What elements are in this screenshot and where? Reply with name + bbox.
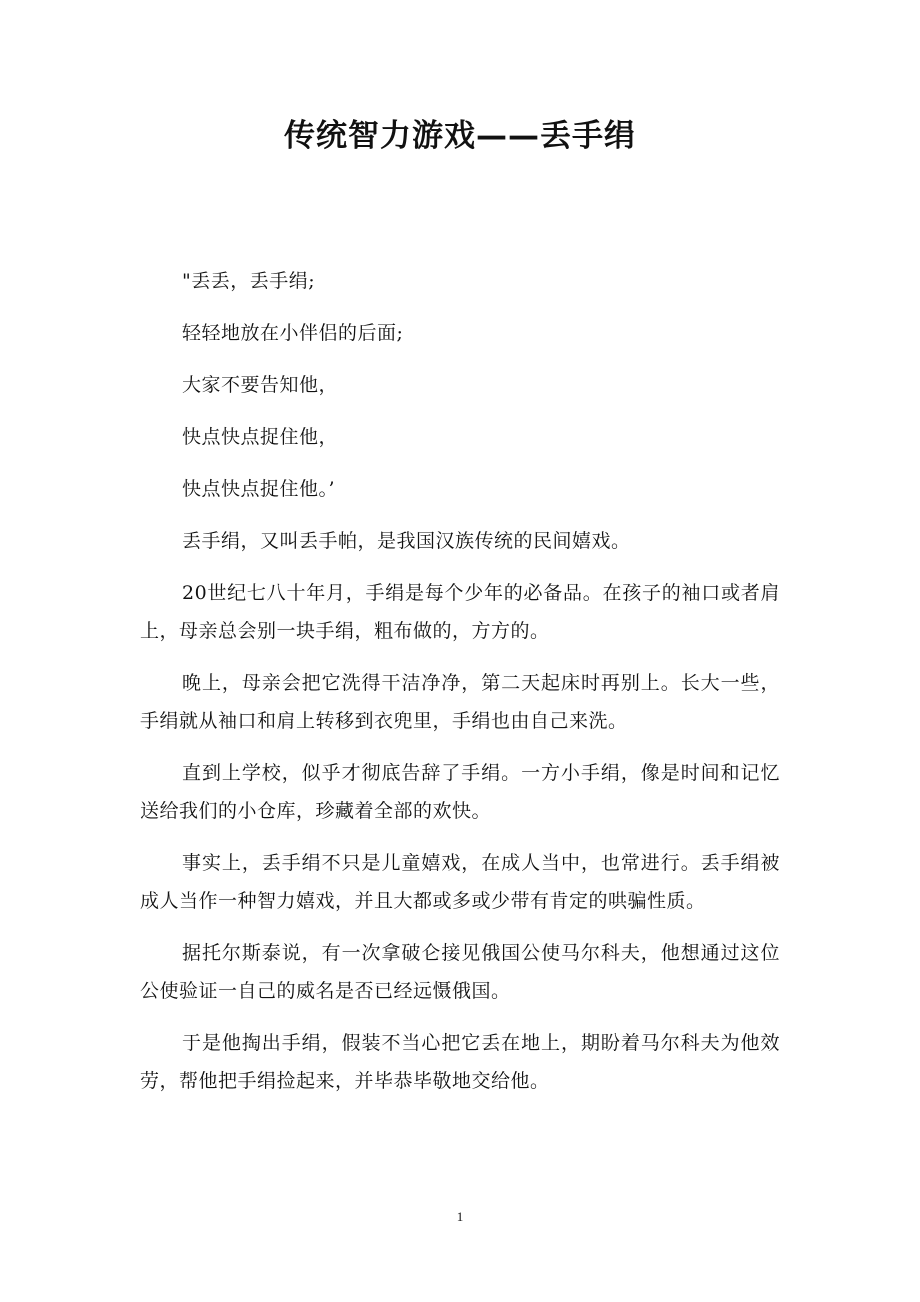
paragraph: 丢手绢，又叫丢手帕，是我国汉族传统的民间嬉戏。 [182, 530, 631, 552]
paragraph: 大家不要告知他， [182, 374, 339, 396]
paragraph: 快点快点捉住他。’ [182, 478, 336, 500]
paragraph: 直到上学校，似乎才彻底告辞了手绢。一方小手绢，像是时间和记忆送给我们的小仓库，珍藏着全部的欢快。 [140, 762, 780, 822]
paragraph: 于是他掏出手绢，假装不当心把它丢在地上，期盼着马尔科夫为他效劳，帮他把手绢捡起来，并毕恭毕敬地交给他。 [140, 1032, 780, 1092]
paragraph: 晚上，母亲会把它洗得干洁净净，第二天起床时再别上。长大一些，手绢就从袖口和肩上转移到衣兜里，手绢也由自己来洗。 [140, 672, 780, 732]
paragraph: 快点快点捉住他， [182, 426, 339, 448]
paragraph: 据托尔斯泰说，有一次拿破仑接见俄国公使马尔科夫，他想通过这位公使验证一自己的威名是否已经远慑俄国。 [140, 942, 780, 1002]
page-number: 1 [456, 1209, 464, 1224]
paragraph: "丢丢，丢手绢; [182, 270, 316, 292]
document-body [140, 262, 780, 1100]
paragraph: 20世纪七八十年月，手绢是每个少年的必备品。在孩子的袖口或者肩上，母亲总会别一块手绢，粗布做的，方方的。 [140, 582, 780, 642]
paragraph: 事实上，丢手绢不只是儿童嬉戏，在成人当中，也常进行。丢手绢被成人当作一种智力嬉戏，并且大都或多或少带有肯定的哄骗性质。 [140, 852, 780, 912]
document-title: 传统智力游戏——丢手绢 [284, 118, 636, 154]
paragraph: 轻轻地放在小伴侣的后面; [182, 322, 404, 344]
